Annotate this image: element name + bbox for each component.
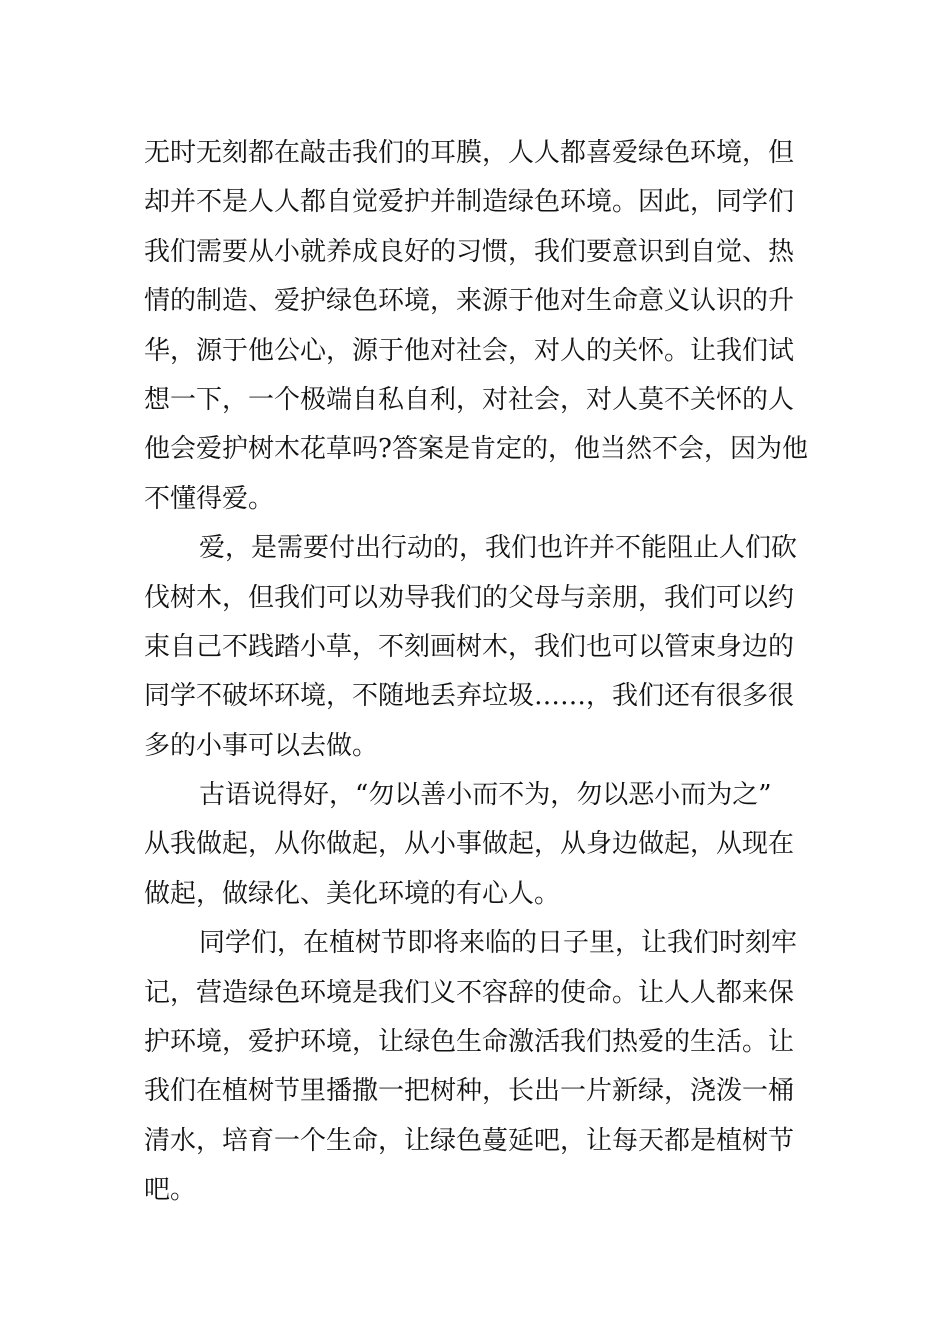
- text-line: 我们在植树节里播撒一把树种，长出一片新绿，浇泼一桶: [144, 1076, 795, 1107]
- text-line: 我们需要从小就养成良好的习惯，我们要意识到自觉、热: [144, 236, 795, 267]
- text-line: 护环境，爱护环境，让绿色生命激活我们热爱的生活。让: [144, 1027, 795, 1058]
- text-line: 多的小事可以去做。: [144, 730, 379, 761]
- text-line: 做起，做绿化、美化环境的有心人。: [144, 878, 561, 909]
- text-line: 他会爱护树木花草吗?答案是肯定的，他当然不会，因为他: [144, 434, 808, 465]
- text-line: 却并不是人人都自觉爱护并制造绿色环境。因此，同学们: [144, 187, 795, 218]
- text-line: 情的制造、爱护绿色环境，来源于他对生命意义认识的升: [144, 286, 795, 317]
- text-line: 吧。: [144, 1175, 197, 1206]
- text-line: 华，源于他公心，源于他对社会，对人的关怀。让我们试: [144, 335, 795, 366]
- text-line: 同学不破坏环境，不随地丢弃垃圾……，我们还有很多很: [144, 681, 795, 712]
- text-line: 无时无刻都在敲击我们的耳膜，人人都喜爱绿色环境，但: [144, 138, 795, 168]
- text-line: 记，营造绿色环境是我们义不容辞的使命。让人人都来保: [144, 977, 795, 1008]
- text-line: 不懂得爱。: [144, 483, 275, 514]
- text-line: 束自己不践踏小草，不刻画树木，我们也可以管束身边的: [144, 631, 795, 662]
- text-line: 古语说得好，“勿以善小而不为，勿以恶小而为之”: [199, 780, 772, 811]
- text-line: 爱，是需要付出行动的，我们也许并不能阻止人们砍: [199, 533, 798, 564]
- document-body: [144, 129, 814, 1216]
- text-line: 清水，培育一个生命，让绿色蔓延吧，让每天都是植树节: [144, 1125, 795, 1156]
- text-line: 想一下，一个极端自私自利，对社会，对人莫不关怀的人: [144, 384, 795, 415]
- text-line: 伐树木，但我们可以劝导我们的父母与亲朋，我们可以约: [144, 582, 795, 613]
- text-line: 同学们，在植树节即将来临的日子里，让我们时刻牢: [199, 928, 798, 959]
- text-line: 从我做起，从你做起，从小事做起，从身边做起，从现在: [144, 829, 795, 860]
